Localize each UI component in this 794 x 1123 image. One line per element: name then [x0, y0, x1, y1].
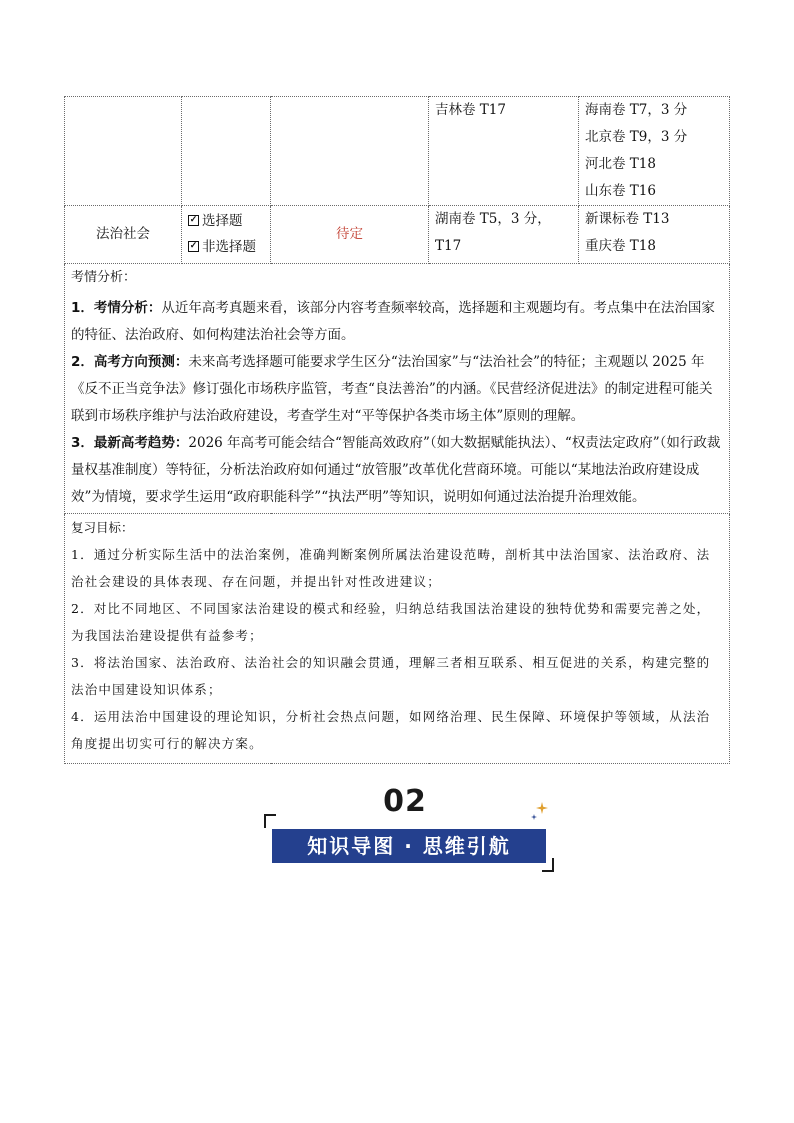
- analysis-item-label: 2．高考方向预测：: [71, 354, 189, 370]
- table-cell: [271, 97, 429, 206]
- section-title: 知识导图 · 思维引航: [272, 829, 546, 863]
- exam-table: [64, 96, 730, 764]
- section-number: 02: [383, 784, 427, 819]
- goal-item: 3．将法治国家、法治政府、法治社会的知识融会贯通，理解三者相互联系、相互促进的关系，构建完整的法治中国建设知识体系；: [71, 655, 711, 697]
- paper-ref: 重庆卷 T18: [585, 238, 656, 254]
- table-row: [65, 264, 730, 514]
- goal-item: 4．运用法治中国建设的理论知识，分析社会热点问题，如网络治理、民生保障、环境保护等领域，从法治角度提出切实可行的解决方案。: [71, 709, 711, 751]
- paper-ref: 北京卷 T9，3 分: [585, 129, 688, 145]
- topic-cell: 法治社会: [65, 206, 182, 264]
- checked-box-icon[interactable]: ✓: [189, 214, 198, 225]
- paper-ref: 河北卷 T18: [585, 156, 656, 172]
- checked-box-icon[interactable]: ✓: [189, 240, 198, 251]
- analysis-item: [71, 295, 723, 349]
- table-row: [65, 514, 730, 764]
- table-cell: [579, 97, 730, 206]
- paper-ref: 海南卷 T7，3 分: [585, 102, 688, 118]
- question-type-cell: [182, 206, 271, 264]
- table-row: [65, 206, 730, 264]
- analysis-item-text: 从近年高考真题来看，该部分内容考查频率较高，选择题和主观题均有。考点集中在法治国家的特征、法治政府、如何构建法治社会等方面。: [71, 300, 715, 343]
- checkbox-label: 非选择题: [202, 239, 256, 255]
- analysis-item: [71, 430, 723, 511]
- goals-cell: [65, 514, 730, 764]
- goal-item: 1．通过分析实际生活中的法治案例，准确判断案例所属法治建设范畴，剖析其中法治国家、法治政府、法治社会建设的具体表现、存在问题，并提出针对性改进建议；: [71, 547, 711, 589]
- table-cell: 湖南卷 T5，3 分，T17: [429, 206, 579, 264]
- checkbox-item[interactable]: [188, 208, 264, 234]
- analysis-item-label: 3．最新高考趋势：: [71, 435, 189, 451]
- analysis-item-label: 1．考情分析：: [71, 300, 162, 316]
- analysis-item-text: 未来高考选择题可能要求学生区分“法治国家”与“法治社会”的特征；主观题以 2025 年《反不正当竞争法》修订强化市场秩序监管，考查“良法善治”的内涵。《民营经济促进法》的制定进程可能关联到市场秩序维护与法治政府建设，考查学生对“平等保护各类市场主体”原则的理解。: [71, 354, 713, 424]
- analysis-heading: 考情分析：: [71, 270, 137, 285]
- analysis-item-text: 2026 年高考可能会结合“智能高效政府”（如大数据赋能执法）、“权责法定政府”（如行政裁量权基准制度）等特征，分析法治政府如何通过“放管服”改革优化营商环境。可能以“某地法治政府建设成效”为情境，要求学生运用“政府职能科学”“执法严明”等知识，说明如何通过法治提升治理效能。: [71, 435, 721, 505]
- paper-ref: 新课标卷 T13: [585, 211, 670, 227]
- paper-ref: 山东卷 T16: [585, 183, 656, 199]
- table-cell: [579, 206, 730, 264]
- goal-item: 2．对比不同地区、不同国家法治建设的模式和经验，归纳总结我国法治建设的独特优势和需要完善之处，为我国法治建设提供有益参考；: [71, 601, 711, 643]
- section-banner: [264, 814, 554, 874]
- bracket-decoration: [264, 814, 276, 828]
- analysis-cell: [65, 264, 730, 514]
- table-cell: [65, 97, 182, 206]
- checkbox-item[interactable]: [188, 234, 264, 260]
- checkbox-label: 选择题: [202, 213, 243, 229]
- table-cell: 吉林卷 T17: [429, 97, 579, 206]
- goals-heading: 复习目标：: [71, 520, 134, 535]
- table-cell: [182, 97, 271, 206]
- table-row: [65, 97, 730, 206]
- analysis-item: [71, 349, 723, 430]
- status-cell: 待定: [271, 206, 429, 264]
